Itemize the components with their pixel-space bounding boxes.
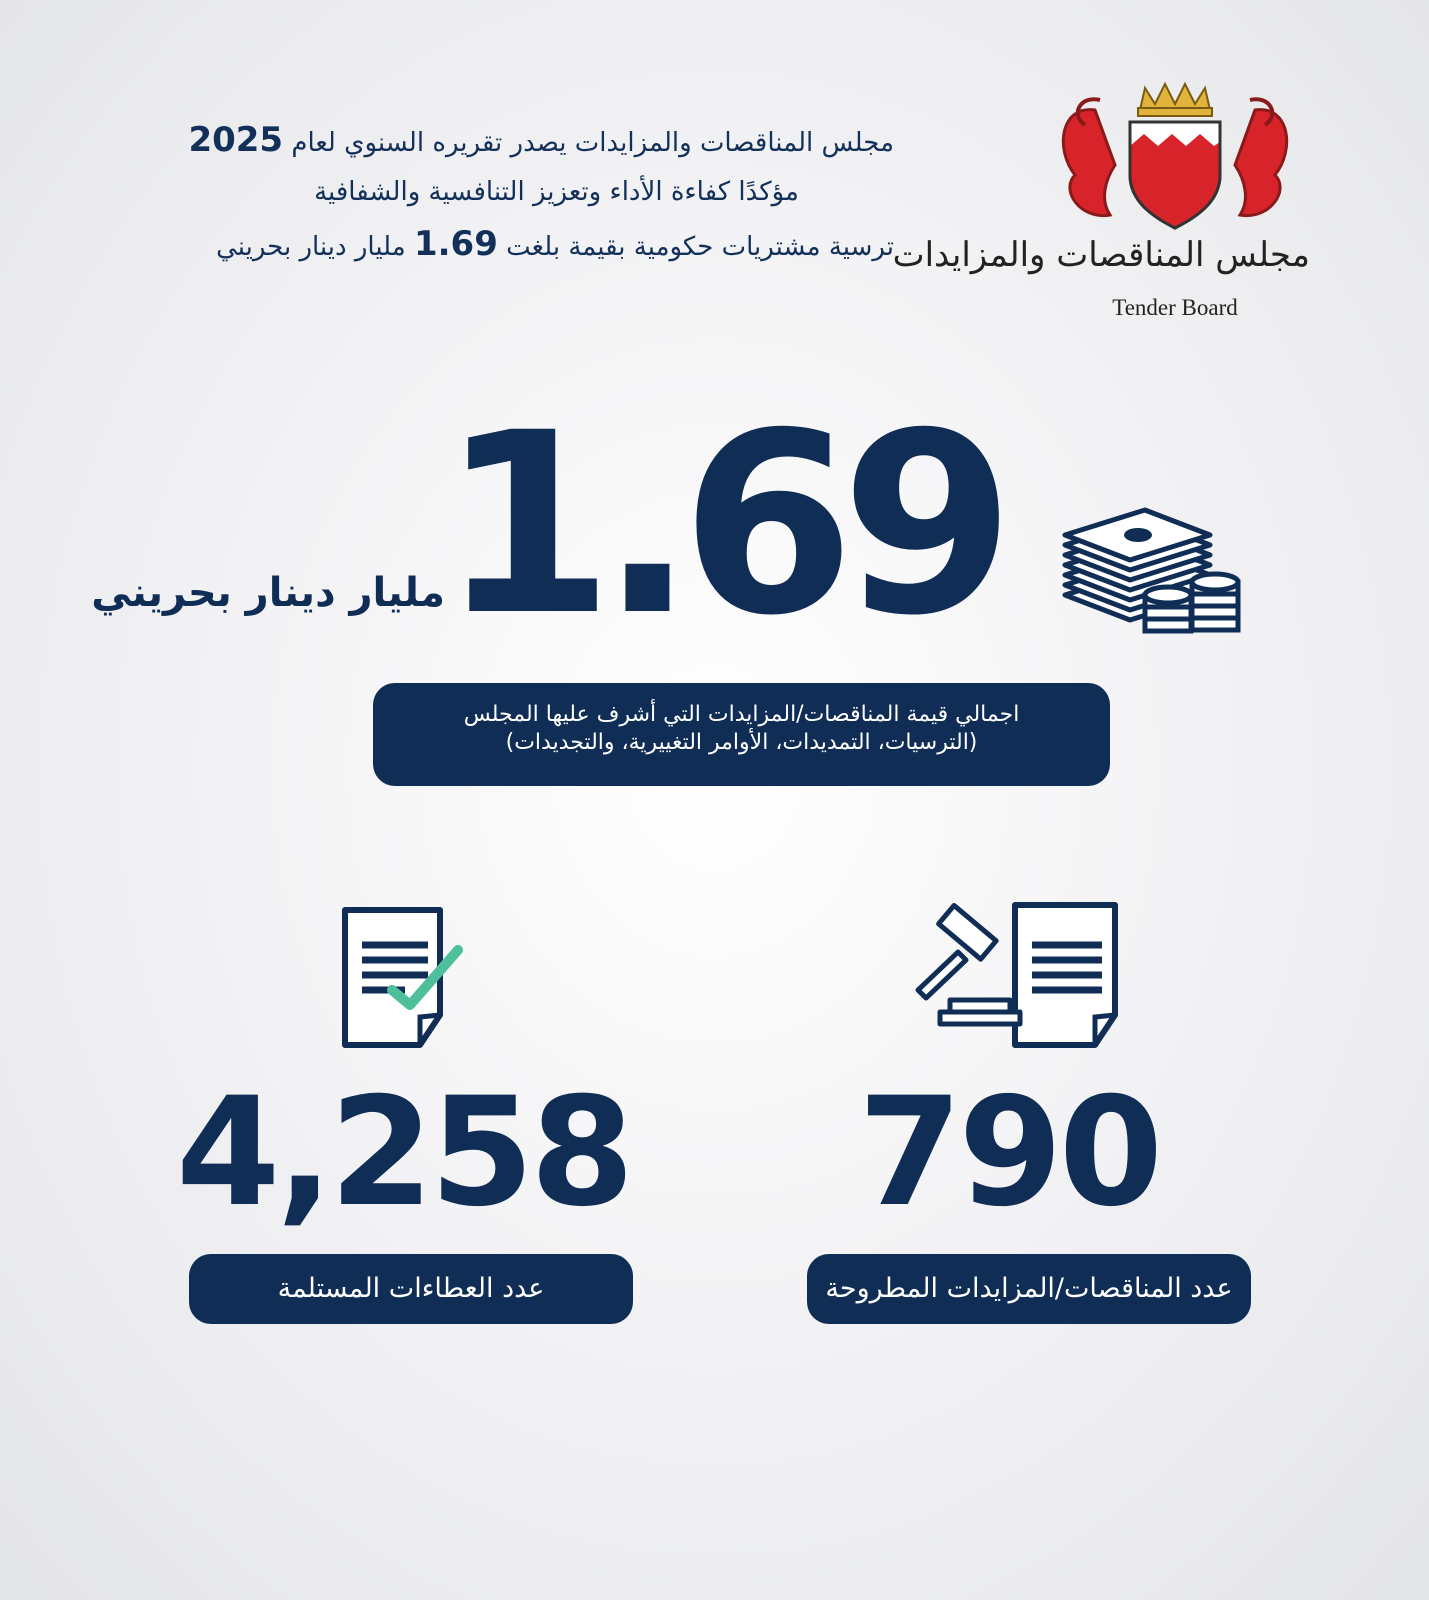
headline-line-2: مؤكدًا كفاءة الأداء وتعزيز التنافسية والشفافية [314,176,799,207]
gavel-document-icon [910,900,1125,1050]
headline-year: 2025 [188,120,284,160]
total-value-number: 1.69 [440,379,1001,670]
total-value-unit: مليار دينار بحريني [91,570,445,616]
total-value-description [373,683,1110,786]
bids-received-label: عدد العطاءات المستلمة [189,1254,633,1324]
logo-name-english: Tender Board [1112,295,1238,320]
tenders-floated-number: 790 [858,1066,1160,1240]
headline-line-1 [94,120,894,161]
headline-line-3-end: مليار دينار بحريني [216,231,406,262]
logo-name-arabic: مجلس المناقصات والمزايدات [892,235,1310,275]
headline-line-3-value: 1.69 [413,223,498,264]
tender-board-logo [892,80,1340,330]
headline-block [94,120,894,281]
description-line-1: اجمالي قيمة المناقصات/المزايدات التي أشرف عليها المجلس [463,702,1020,727]
headline-line-3-start: ترسية مشتريات حكومية بقيمة بلغت [506,231,894,262]
description-line-2: (الترسيات، التمديدات، الأوامر التغييرية، والتجديدات) [505,729,978,755]
headline-line-3 [94,224,894,265]
bids-received-number: 4,258 [176,1066,631,1240]
coat-of-arms-icon [1040,80,1310,235]
document-check-icon [340,905,470,1050]
tenders-floated-label: عدد المناقصات/المزايدات المطروحة [807,1254,1251,1324]
money-stack-icon [1060,500,1250,640]
headline-line-1-text: مجلس المناقصات والمزايدات يصدر تقريره السنوي لعام [291,128,894,158]
